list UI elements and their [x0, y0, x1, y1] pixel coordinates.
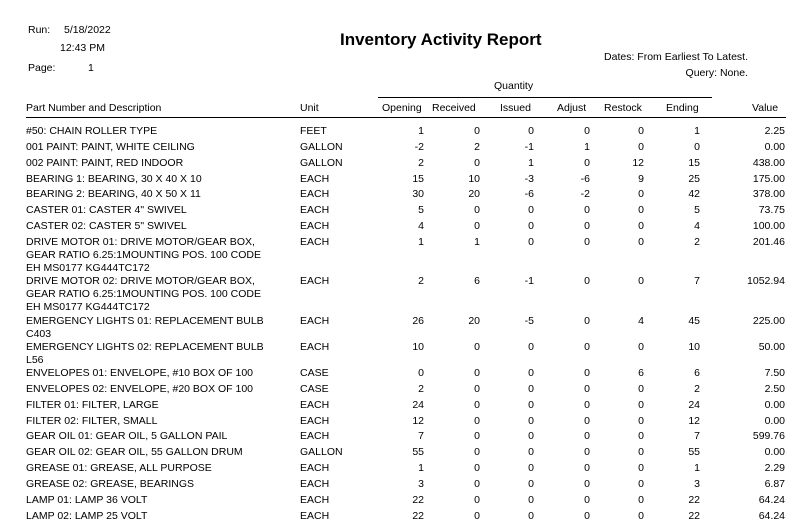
ending-cell: 22 [688, 510, 700, 522]
ending-cell: 5 [694, 204, 700, 216]
restock-cell: 12 [632, 157, 644, 169]
col-header-opening: Opening [382, 102, 422, 114]
adjust-cell: 0 [584, 220, 590, 232]
col-header-restock: Restock [604, 102, 642, 114]
restock-cell: 0 [638, 430, 644, 442]
part-description-line-3: EH MS0177 KG444TC172 [26, 262, 150, 274]
unit-cell: EACH [300, 275, 330, 287]
restock-cell: 0 [638, 478, 644, 490]
adjust-cell: 0 [584, 430, 590, 442]
opening-cell: 1 [418, 125, 424, 137]
dates-range: Dates: From Earliest To Latest. [604, 51, 748, 63]
ending-cell: 24 [688, 399, 700, 411]
adjust-cell: 0 [584, 510, 590, 522]
received-cell: 2 [474, 141, 480, 153]
restock-cell: 0 [638, 188, 644, 200]
opening-cell: 3 [418, 478, 424, 490]
col-header-received: Received [432, 102, 476, 114]
unit-cell: EACH [300, 415, 330, 427]
ending-cell: 10 [688, 341, 700, 353]
opening-cell: 10 [412, 341, 424, 353]
received-cell: 6 [474, 275, 480, 287]
ending-cell: 2 [694, 236, 700, 248]
quantity-group-header: Quantity [494, 80, 534, 92]
col-header-unit: Unit [300, 102, 319, 114]
unit-cell: CASE [300, 367, 329, 379]
part-description: DRIVE MOTOR 02: DRIVE MOTOR/GEAR BOX, [26, 275, 255, 287]
unit-cell: GALLON [300, 446, 343, 458]
adjust-cell: 0 [584, 367, 590, 379]
ending-cell: 3 [694, 478, 700, 490]
unit-cell: EACH [300, 315, 330, 327]
issued-cell: -1 [524, 141, 534, 153]
received-cell: 0 [474, 510, 480, 522]
part-description: GREASE 02: GREASE, BEARINGS [26, 478, 195, 490]
opening-cell: 15 [412, 173, 424, 185]
restock-cell: 0 [638, 494, 644, 506]
value-cell: 0.00 [764, 141, 785, 153]
received-cell: 0 [474, 399, 480, 411]
opening-cell: 55 [412, 446, 424, 458]
unit-cell: EACH [300, 220, 330, 232]
issued-cell: 0 [528, 494, 534, 506]
received-cell: 0 [474, 204, 480, 216]
issued-cell: -3 [524, 173, 534, 185]
value-cell: 2.25 [764, 125, 785, 137]
adjust-cell: 0 [584, 446, 590, 458]
issued-cell: 0 [528, 220, 534, 232]
adjust-cell: 0 [584, 236, 590, 248]
part-description-line-2: C403 [26, 328, 52, 340]
adjust-cell: 1 [584, 141, 590, 153]
part-description: CASTER 02: CASTER 5" SWIVEL [26, 220, 187, 232]
restock-cell: 0 [638, 275, 644, 287]
received-cell: 10 [468, 173, 480, 185]
part-description: 002 PAINT: PAINT, RED INDOOR [26, 157, 184, 169]
unit-cell: FEET [300, 125, 327, 137]
opening-cell: 22 [412, 510, 424, 522]
issued-cell: 0 [528, 446, 534, 458]
value-cell: 64.24 [758, 510, 785, 522]
opening-cell: 4 [418, 220, 424, 232]
col-header-value: Value [752, 102, 779, 114]
issued-cell: -1 [524, 275, 534, 287]
part-description-line-2: GEAR RATIO 6.25:1MOUNTING POS. 100 CODE [26, 249, 261, 261]
restock-cell: 4 [638, 315, 644, 327]
received-cell: 20 [468, 188, 480, 200]
adjust-cell: 0 [584, 478, 590, 490]
part-description: GEAR OIL 02: GEAR OIL, 55 GALLON DRUM [26, 446, 243, 458]
unit-cell: EACH [300, 478, 330, 490]
value-cell: 1052.94 [747, 275, 785, 287]
restock-cell: 0 [638, 462, 644, 474]
value-cell: 64.24 [758, 494, 785, 506]
unit-cell: EACH [300, 188, 330, 200]
value-cell: 6.87 [764, 478, 785, 490]
page-number: 1 [88, 62, 94, 74]
part-description: ENVELOPES 01: ENVELOPE, #10 BOX OF 100 [26, 367, 254, 379]
restock-cell: 0 [638, 399, 644, 411]
adjust-cell: 0 [584, 383, 590, 395]
adjust-cell: 0 [584, 494, 590, 506]
restock-cell: 0 [638, 446, 644, 458]
issued-cell: -5 [524, 315, 534, 327]
opening-cell: 2 [418, 275, 424, 287]
unit-cell: EACH [300, 399, 330, 411]
opening-cell: 5 [418, 204, 424, 216]
value-cell: 0.00 [764, 399, 785, 411]
value-cell: 2.29 [764, 462, 785, 474]
restock-cell: 0 [638, 383, 644, 395]
issued-cell: 0 [528, 125, 534, 137]
issued-cell: 0 [528, 462, 534, 474]
unit-cell: EACH [300, 204, 330, 216]
value-cell: 0.00 [764, 446, 785, 458]
part-description: BEARING 2: BEARING, 40 X 50 X 11 [26, 188, 201, 200]
issued-cell: 0 [528, 236, 534, 248]
value-cell: 0.00 [764, 415, 785, 427]
value-cell: 201.46 [752, 236, 785, 248]
unit-cell: EACH [300, 341, 330, 353]
opening-cell: 7 [418, 430, 424, 442]
ending-cell: 42 [688, 188, 700, 200]
ending-cell: 7 [694, 430, 700, 442]
ending-cell: 1 [694, 125, 700, 137]
restock-cell: 0 [638, 204, 644, 216]
unit-cell: EACH [300, 494, 330, 506]
restock-cell: 0 [638, 141, 644, 153]
ending-cell: 2 [694, 383, 700, 395]
part-description: FILTER 02: FILTER, SMALL [26, 415, 158, 427]
opening-cell: 26 [412, 315, 424, 327]
restock-cell: 9 [638, 173, 644, 185]
received-cell: 0 [474, 430, 480, 442]
restock-cell: 0 [638, 415, 644, 427]
opening-cell: 1 [418, 462, 424, 474]
part-description: GREASE 01: GREASE, ALL PURPOSE [26, 462, 212, 474]
ending-cell: 7 [694, 275, 700, 287]
opening-cell: -2 [414, 141, 424, 153]
restock-cell: 0 [638, 510, 644, 522]
unit-cell: EACH [300, 510, 330, 522]
issued-cell: 0 [528, 204, 534, 216]
run-time: 12:43 PM [60, 42, 105, 54]
unit-cell: EACH [300, 430, 330, 442]
part-description: GEAR OIL 01: GEAR OIL, 5 GALLON PAIL [26, 430, 228, 442]
value-cell: 175.00 [752, 173, 785, 185]
issued-cell: 0 [528, 383, 534, 395]
received-cell: 0 [474, 494, 480, 506]
adjust-cell: 0 [584, 315, 590, 327]
value-cell: 100.00 [752, 220, 785, 232]
issued-cell: 0 [528, 341, 534, 353]
page-label: Page: [28, 62, 56, 74]
adjust-cell: 0 [584, 204, 590, 216]
adjust-cell: -2 [580, 188, 590, 200]
restock-cell: 0 [638, 220, 644, 232]
received-cell: 1 [474, 236, 480, 248]
unit-cell: EACH [300, 462, 330, 474]
part-description: DRIVE MOTOR 01: DRIVE MOTOR/GEAR BOX, [26, 236, 255, 248]
part-description: CASTER 01: CASTER 4" SWIVEL [26, 204, 187, 216]
part-description: EMERGENCY LIGHTS 01: REPLACEMENT BULB [26, 315, 264, 327]
received-cell: 0 [474, 220, 480, 232]
value-cell: 7.50 [764, 367, 785, 379]
value-cell: 438.00 [752, 157, 785, 169]
issued-cell: 1 [528, 157, 534, 169]
opening-cell: 2 [418, 157, 424, 169]
received-cell: 0 [474, 415, 480, 427]
part-description: EMERGENCY LIGHTS 02: REPLACEMENT BULB [26, 341, 264, 353]
value-cell: 225.00 [752, 315, 785, 327]
restock-cell: 6 [638, 367, 644, 379]
value-cell: 2.50 [764, 383, 785, 395]
run-date: 5/18/2022 [64, 24, 111, 36]
unit-cell: GALLON [300, 141, 343, 153]
opening-cell: 0 [418, 367, 424, 379]
ending-cell: 1 [694, 462, 700, 474]
ending-cell: 0 [694, 141, 700, 153]
ending-cell: 6 [694, 367, 700, 379]
issued-cell: 0 [528, 415, 534, 427]
ending-cell: 45 [688, 315, 700, 327]
received-cell: 0 [474, 478, 480, 490]
quantity-underline [378, 97, 712, 98]
opening-cell: 22 [412, 494, 424, 506]
part-description: LAMP 02: LAMP 25 VOLT [26, 510, 148, 522]
part-description: LAMP 01: LAMP 36 VOLT [26, 494, 148, 506]
ending-cell: 25 [688, 173, 700, 185]
part-description-line-2: GEAR RATIO 6.25:1MOUNTING POS. 100 CODE [26, 288, 261, 300]
ending-cell: 22 [688, 494, 700, 506]
value-cell: 73.75 [758, 204, 785, 216]
col-header-description: Part Number and Description [26, 102, 162, 114]
part-description: 001 PAINT: PAINT, WHITE CEILING [26, 141, 195, 153]
run-label: Run: [28, 24, 51, 36]
issued-cell: 0 [528, 399, 534, 411]
opening-cell: 2 [418, 383, 424, 395]
unit-cell: EACH [300, 236, 330, 248]
value-cell: 50.00 [758, 341, 785, 353]
restock-cell: 0 [638, 236, 644, 248]
ending-cell: 12 [688, 415, 700, 427]
part-description-line-3: EH MS0177 KG444TC172 [26, 301, 150, 313]
col-header-issued: Issued [500, 102, 531, 114]
part-description: BEARING 1: BEARING, 30 X 40 X 10 [26, 173, 202, 185]
opening-cell: 1 [418, 236, 424, 248]
value-cell: 378.00 [752, 188, 785, 200]
received-cell: 0 [474, 157, 480, 169]
adjust-cell: 0 [584, 125, 590, 137]
adjust-cell: 0 [584, 415, 590, 427]
col-header-adjust: Adjust [557, 102, 587, 114]
value-cell: 599.76 [752, 430, 785, 442]
col-header-ending: Ending [666, 102, 699, 114]
query-text: Query: None. [685, 67, 748, 79]
part-description: FILTER 01: FILTER, LARGE [26, 399, 159, 411]
received-cell: 0 [474, 383, 480, 395]
opening-cell: 12 [412, 415, 424, 427]
opening-cell: 30 [412, 188, 424, 200]
unit-cell: EACH [300, 173, 330, 185]
received-cell: 0 [474, 462, 480, 474]
adjust-cell: 0 [584, 157, 590, 169]
adjust-cell: 0 [584, 341, 590, 353]
adjust-cell: 0 [584, 399, 590, 411]
received-cell: 0 [474, 446, 480, 458]
unit-cell: GALLON [300, 157, 343, 169]
received-cell: 0 [474, 341, 480, 353]
received-cell: 0 [474, 125, 480, 137]
part-description: #50: CHAIN ROLLER TYPE [26, 125, 158, 137]
ending-cell: 55 [688, 446, 700, 458]
issued-cell: 0 [528, 430, 534, 442]
issued-cell: 0 [528, 510, 534, 522]
adjust-cell: -6 [580, 173, 590, 185]
received-cell: 0 [474, 367, 480, 379]
part-description: ENVELOPES 02: ENVELOPE, #20 BOX OF 100 [26, 383, 254, 395]
ending-cell: 15 [688, 157, 700, 169]
restock-cell: 0 [638, 341, 644, 353]
restock-cell: 0 [638, 125, 644, 137]
header-divider [26, 117, 786, 118]
adjust-cell: 0 [584, 462, 590, 474]
received-cell: 20 [468, 315, 480, 327]
adjust-cell: 0 [584, 275, 590, 287]
ending-cell: 4 [694, 220, 700, 232]
unit-cell: CASE [300, 383, 329, 395]
issued-cell: 0 [528, 367, 534, 379]
opening-cell: 24 [412, 399, 424, 411]
part-description-line-2: L56 [26, 354, 44, 366]
issued-cell: -6 [524, 188, 534, 200]
report-title: Inventory Activity Report [340, 30, 542, 49]
issued-cell: 0 [528, 478, 534, 490]
